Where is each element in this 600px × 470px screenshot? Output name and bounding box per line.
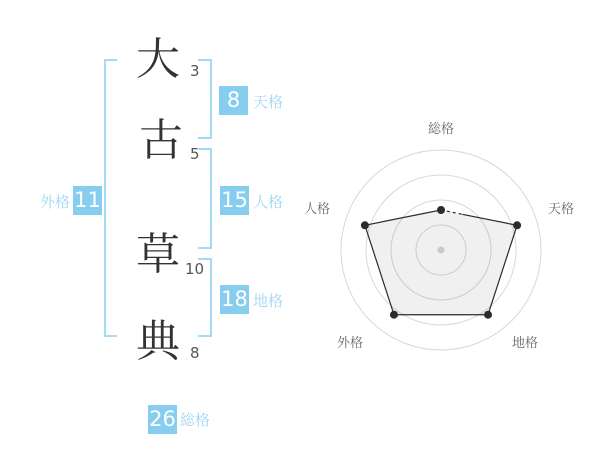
radar-data-point xyxy=(390,311,398,319)
name-character-2: 古 xyxy=(139,115,183,166)
radar-center-dot xyxy=(438,247,445,254)
jinkaku-score-badge: 15 xyxy=(220,186,249,215)
radar-data-point xyxy=(361,221,369,229)
radar-area xyxy=(365,210,517,315)
gaikaku-label: 外格 xyxy=(40,193,71,211)
stroke-count-3: 10 xyxy=(185,260,205,278)
radar-data-point xyxy=(513,221,521,229)
radar-data-point xyxy=(437,206,445,214)
gaikaku-bracket xyxy=(104,59,117,337)
name-character-1: 大 xyxy=(136,34,180,85)
chikaku-score-badge: 18 xyxy=(220,285,249,314)
jinkaku-label: 人格 xyxy=(253,193,284,211)
radar-data-point xyxy=(484,311,492,319)
soukaku-label: 総格 xyxy=(180,411,211,429)
radar-axis-label: 総格 xyxy=(427,122,455,137)
tenkaku-bracket xyxy=(198,59,212,139)
stroke-count-2: 5 xyxy=(190,145,200,163)
tenkaku-label: 天格 xyxy=(253,93,284,111)
radar-axis-label: 地格 xyxy=(512,336,539,351)
gaikaku-score-badge: 11 xyxy=(73,186,102,215)
radar-chart xyxy=(291,100,591,400)
name-character-3: 草 xyxy=(136,229,180,280)
stroke-count-1: 3 xyxy=(190,62,200,80)
chikaku-label: 地格 xyxy=(253,292,284,310)
radar-axis-label: 天格 xyxy=(548,202,575,217)
soukaku-score-badge: 26 xyxy=(148,405,177,434)
jinkaku-bracket xyxy=(198,148,212,249)
name-character-4: 典 xyxy=(136,316,180,367)
radar-axis-label: 外格 xyxy=(337,336,364,351)
stroke-count-4: 8 xyxy=(190,344,200,362)
tenkaku-score-badge: 8 xyxy=(219,86,248,115)
radar-axis-label: 人格 xyxy=(304,202,331,217)
